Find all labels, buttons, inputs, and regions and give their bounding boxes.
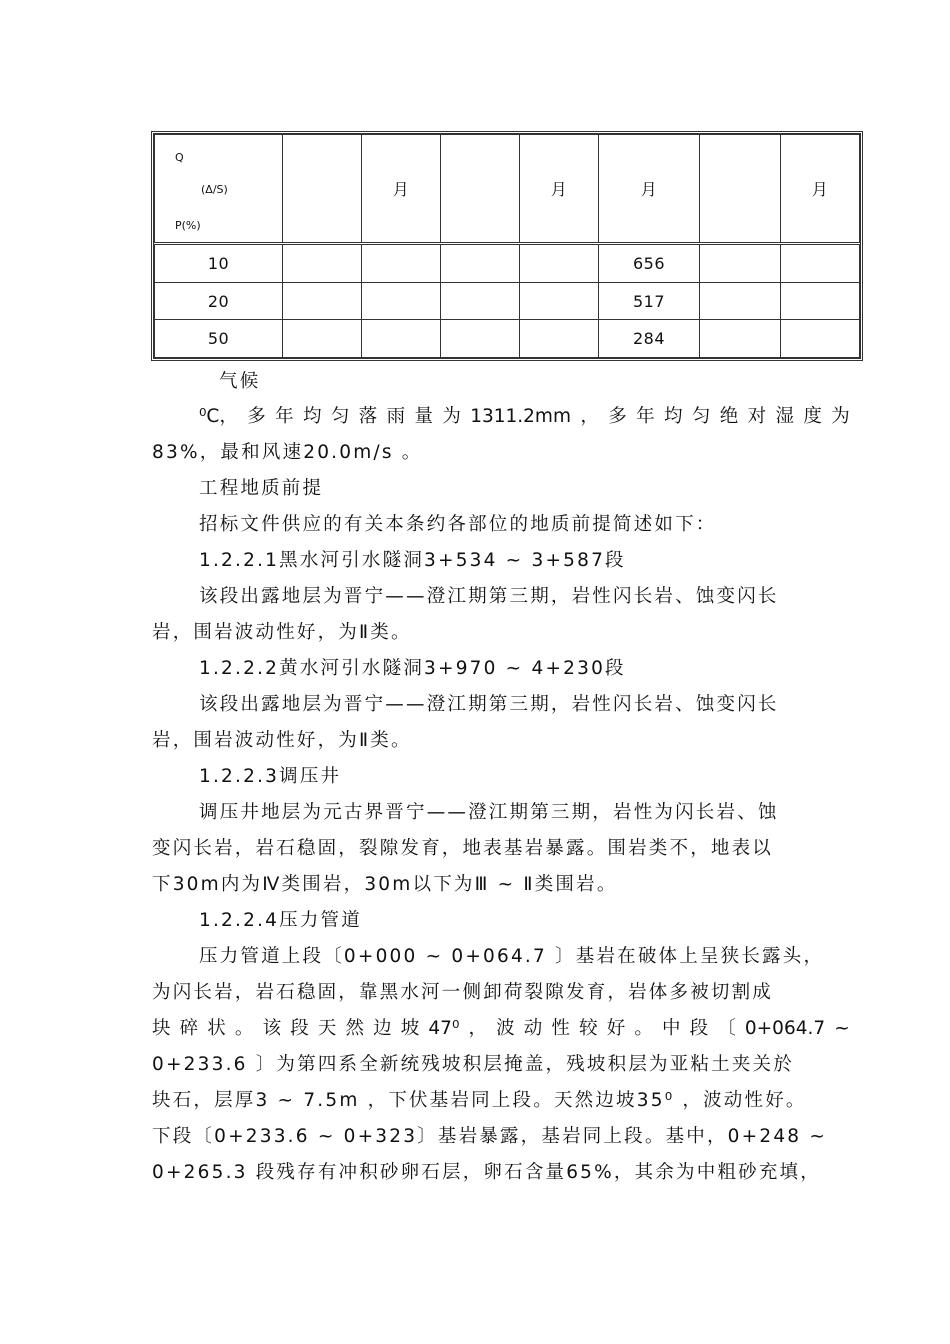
flow-table-frame <box>151 131 863 361</box>
row-p-cell: 50 <box>155 320 283 358</box>
text-token: 然 <box>345 1018 364 1039</box>
text-token: 47⁰ <box>428 1018 460 1039</box>
text-token: 多 <box>247 406 266 427</box>
table-cell <box>283 244 362 283</box>
table-row <box>155 282 860 320</box>
table-header-row <box>155 135 860 244</box>
text-token: 波 <box>496 1018 515 1039</box>
text-token: 中 <box>661 1018 681 1039</box>
section-3-line-1: 调压井地层为元古界晋宁——澄江期第三期，岩性为闪长岩、蚀 <box>199 802 779 823</box>
text-token: 均 <box>302 406 322 427</box>
text-token: 较 <box>579 1018 598 1039</box>
text-token: 天 <box>317 1018 337 1039</box>
text-token: ~ <box>834 1018 850 1039</box>
table-cell <box>283 320 362 358</box>
table-cell <box>781 320 860 358</box>
text-token: 为 <box>831 406 850 427</box>
section-1-line-1: 该段出露地层为晋宁——澄江期第三期，岩性闪长岩、蚀变闪长 <box>199 586 779 607</box>
text-token: 年 <box>275 406 294 427</box>
section-4-line-7: 0+265.3 段残存有冲积砂卵石层，卵石含量65%，其余为中粗砂充填， <box>152 1162 821 1183</box>
text-token: 落 <box>358 406 378 427</box>
section-1-line-2: 岩，围岩波动性好，为Ⅱ类。 <box>152 622 412 643</box>
text-token: 状 <box>207 1018 226 1039</box>
text-token: 匀 <box>691 406 711 427</box>
text-token: 绝 <box>719 406 739 427</box>
text-token: 对 <box>747 406 767 427</box>
table-corner-cell <box>155 135 283 244</box>
table-cell <box>520 244 599 283</box>
section-3-title: 1.2.2.3调压井 <box>199 766 342 787</box>
corner-q-label: Q <box>175 151 184 164</box>
table-cell <box>781 244 860 283</box>
geo-heading: 工程地质前提 <box>199 478 324 499</box>
table-cell <box>700 244 781 283</box>
text-token: 该 <box>262 1018 282 1039</box>
text-token: 段 <box>689 1018 709 1039</box>
table-cell <box>700 282 781 320</box>
row-p-cell: 10 <box>155 244 283 283</box>
text-token: 。 <box>634 1018 653 1039</box>
header-cell: 月 <box>599 135 700 244</box>
text-token: 0+064.7 <box>744 1018 826 1039</box>
table-cell <box>441 244 520 283</box>
table-cell <box>700 320 781 358</box>
section-1-title: 1.2.2.1黑水河引水隧洞3+534 ~ 3+587段 <box>199 550 626 571</box>
table-cell <box>362 282 441 320</box>
text-token: 段 <box>290 1018 309 1039</box>
section-4-line-4: 0+233.6 〕为第四系全新统残坡积层掩盖，残坡积层为亚粘土夹关於 <box>152 1054 794 1075</box>
table-cell <box>283 282 362 320</box>
text-token: 坡 <box>400 1018 420 1039</box>
section-3-line-3: 下30m内为Ⅳ类围岩，30m以下为Ⅲ ~ Ⅱ类围岩。 <box>152 874 618 895</box>
text-token: 匀 <box>330 406 350 427</box>
text-token: ， <box>468 1018 488 1039</box>
table-cell: 284 <box>599 320 700 358</box>
header-cell: 月 <box>362 135 441 244</box>
flow-table <box>154 134 860 358</box>
table-cell <box>362 244 441 283</box>
text-token: 湿 <box>775 406 794 427</box>
table-cell <box>441 320 520 358</box>
text-token: 为 <box>442 406 461 427</box>
text-token: 量 <box>414 406 433 427</box>
row-p-cell: 20 <box>155 282 283 320</box>
text-token: ⁰C， <box>199 406 238 427</box>
section-4-line-2: 为闪长岩，岩石稳固，靠黑水河一侧卸荷裂隙发育，岩体多被切割成 <box>152 982 774 1003</box>
table-cell <box>520 282 599 320</box>
section-4-line-6: 下段〔0+233.6 ~ 0+323〕基岩暴露，基岩同上段。基中，0+248 ~ <box>152 1126 828 1147</box>
table-cell <box>781 282 860 320</box>
text-token: 年 <box>636 406 655 427</box>
text-token: 边 <box>373 1018 392 1039</box>
header-cell <box>283 135 362 244</box>
section-4-title: 1.2.2.4压力管道 <box>199 910 362 931</box>
section-4-line-5: 块石，层厚3 ~ 7.5m ，下伏基岩同上段。天然边坡35⁰ ，波动性好。 <box>152 1090 807 1111</box>
text-token: ， <box>580 406 599 427</box>
table-cell <box>520 320 599 358</box>
text-token: 好 <box>606 1018 626 1039</box>
text-token: 1311.2mm <box>470 406 571 427</box>
text-token: 动 <box>523 1018 543 1039</box>
table-cell: 656 <box>599 244 700 283</box>
header-cell: 月 <box>520 135 599 244</box>
section-3-line-2: 变闪长岩，岩石稳固，裂隙发育，地表基岩暴露。围岩类不，地表以 <box>152 838 774 859</box>
text-token: 碎 <box>179 1018 199 1039</box>
header-cell <box>700 135 781 244</box>
section-2-title: 1.2.2.2黄水河引水隧洞3+970 ~ 4+230段 <box>199 658 626 679</box>
text-token: 〔 <box>717 1018 736 1039</box>
section-4-line-1: 压力管道上段〔0+000 ~ 0+064.7 〕基岩在破体上呈狭长露头， <box>199 946 825 967</box>
table-row <box>155 320 860 358</box>
climate-line-2: 83%，最和风速20.0m/s 。 <box>152 442 423 463</box>
table-cell <box>362 320 441 358</box>
text-token: 。 <box>234 1018 254 1039</box>
header-cell: 月 <box>781 135 860 244</box>
corner-p-label: P(%) <box>175 219 201 232</box>
text-token: 多 <box>608 406 627 427</box>
section-2-line-1: 该段出露地层为晋宁——澄江期第三期，岩性闪长岩、蚀变闪长 <box>199 694 779 715</box>
text-token: 块 <box>152 1018 171 1039</box>
table-cell: 517 <box>599 282 700 320</box>
text-token: 均 <box>663 406 683 427</box>
climate-line-1 <box>199 405 850 429</box>
section-2-line-2: 岩，围岩波动性好，为Ⅱ类。 <box>152 730 412 751</box>
table-row <box>155 244 860 283</box>
header-cell <box>441 135 520 244</box>
climate-heading: 气候 <box>219 371 261 392</box>
text-token: 雨 <box>386 406 406 427</box>
geo-intro: 招标文件供应的有关本条约各部位的地质前提简述如下： <box>199 514 717 535</box>
text-token: 性 <box>551 1018 570 1039</box>
corner-unit-label: (Δ/S) <box>201 183 228 196</box>
text-token: 度 <box>803 406 822 427</box>
table-cell <box>441 282 520 320</box>
section-4-line-3 <box>152 1017 850 1041</box>
